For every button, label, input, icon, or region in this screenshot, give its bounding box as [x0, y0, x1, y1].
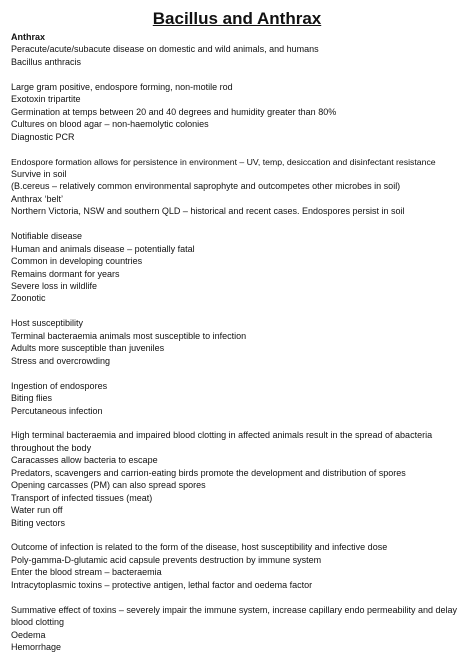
- paragraph-gap: [11, 591, 471, 603]
- text-line: Oedema: [11, 629, 46, 640]
- paragraph-gap: [11, 218, 471, 230]
- text-line: Water run off: [11, 505, 63, 516]
- text-line: Severe loss in wildlife: [11, 281, 98, 292]
- text-line: Host susceptibility: [11, 318, 84, 329]
- text-line: Diagnostic PCR: [11, 131, 75, 142]
- section-heading: Anthrax: [11, 32, 46, 42]
- text-line: Caracasses allow bacteria to escape: [11, 455, 158, 466]
- text-line: Hemorrhage: [11, 642, 62, 653]
- text-line: (B.cereus – relatively common environmental saprophyte and outcompetes other microbes in soil): [11, 181, 401, 192]
- text-line: Adults more susceptible than juveniles: [11, 343, 165, 354]
- text-line: Summative effect of toxins – severely impair the immune system, increase capillary endo permeability and delay blood clotting: [11, 604, 458, 628]
- text-line: Biting flies: [11, 393, 53, 404]
- document-title: Bacillus and Anthrax: [152, 9, 322, 28]
- paragraph-gap: [11, 529, 471, 541]
- text-line: Terminal bacteraemia animals most susceptible to infection: [11, 330, 247, 341]
- text-line: Predators, scavengers and carrion-eating birds promote the development and distribution of spores: [11, 467, 406, 478]
- text-line: Poly-gamma-D-glutamic acid capsule prevents destruction by immune system: [11, 554, 322, 565]
- paragraph-gap: [11, 143, 471, 155]
- text-line: Outcome of infection is related to the form of the disease, host susceptibility and infective dose: [11, 542, 388, 553]
- paragraph-gap: [11, 367, 471, 379]
- text-line: Percutaneous infection: [11, 405, 103, 416]
- paragraph-gap: [11, 68, 471, 80]
- text-line: Zoonotic: [11, 293, 46, 304]
- text-line: Human and animals disease – potentially fatal: [11, 243, 195, 254]
- text-line: Opening carcasses (PM) can also spread spores: [11, 480, 206, 491]
- text-line: Biting vectors: [11, 517, 66, 528]
- text-line: Transport of infected tissues (meat): [11, 492, 153, 503]
- text-line: Survive in soil: [11, 168, 67, 179]
- text-line: Stress and overcrowding: [11, 355, 111, 366]
- text-line: Germination at temps between 20 and 40 degrees and humidity greater than 80%: [11, 106, 337, 117]
- text-line: Ingestion of endospores: [11, 380, 108, 391]
- text-line: Endospore formation allows for persistence in environment – UV, temp, desiccation and disinfectant resistance: [11, 156, 436, 167]
- text-line: Northern Victoria, NSW and southern QLD – historical and recent cases. Endospores persist in soil: [11, 206, 405, 217]
- text-line: Enter the blood stream – bacteraemia: [11, 567, 162, 578]
- paragraph-gap: [11, 417, 471, 429]
- text-line: Remains dormant for years: [11, 268, 120, 279]
- text-line: Large gram positive, endospore forming, non-motile rod: [11, 81, 233, 92]
- document-body: [11, 31, 471, 654]
- text-line: Anthrax ‘belt’: [11, 193, 64, 204]
- text-line: Intracytoplasmic toxins – protective antigen, lethal factor and oedema factor: [11, 579, 313, 590]
- text-line: Common in developing countries: [11, 256, 143, 267]
- text-line: High terminal bacteraemia and impaired blood clotting in affected animals result in the spread of abacteria throughout the body: [11, 430, 433, 453]
- text-line: Peracute/acute/subacute disease on domestic and wild animals, and humans: [11, 44, 319, 55]
- text-line: Bacillus anthracis: [11, 56, 82, 67]
- text-line: Cultures on blood agar – non-haemolytic colonies: [11, 119, 209, 130]
- paragraph-gap: [11, 305, 471, 317]
- text-line: Exotoxin tripartite: [11, 94, 81, 105]
- text-line: Notifiable disease: [11, 231, 83, 242]
